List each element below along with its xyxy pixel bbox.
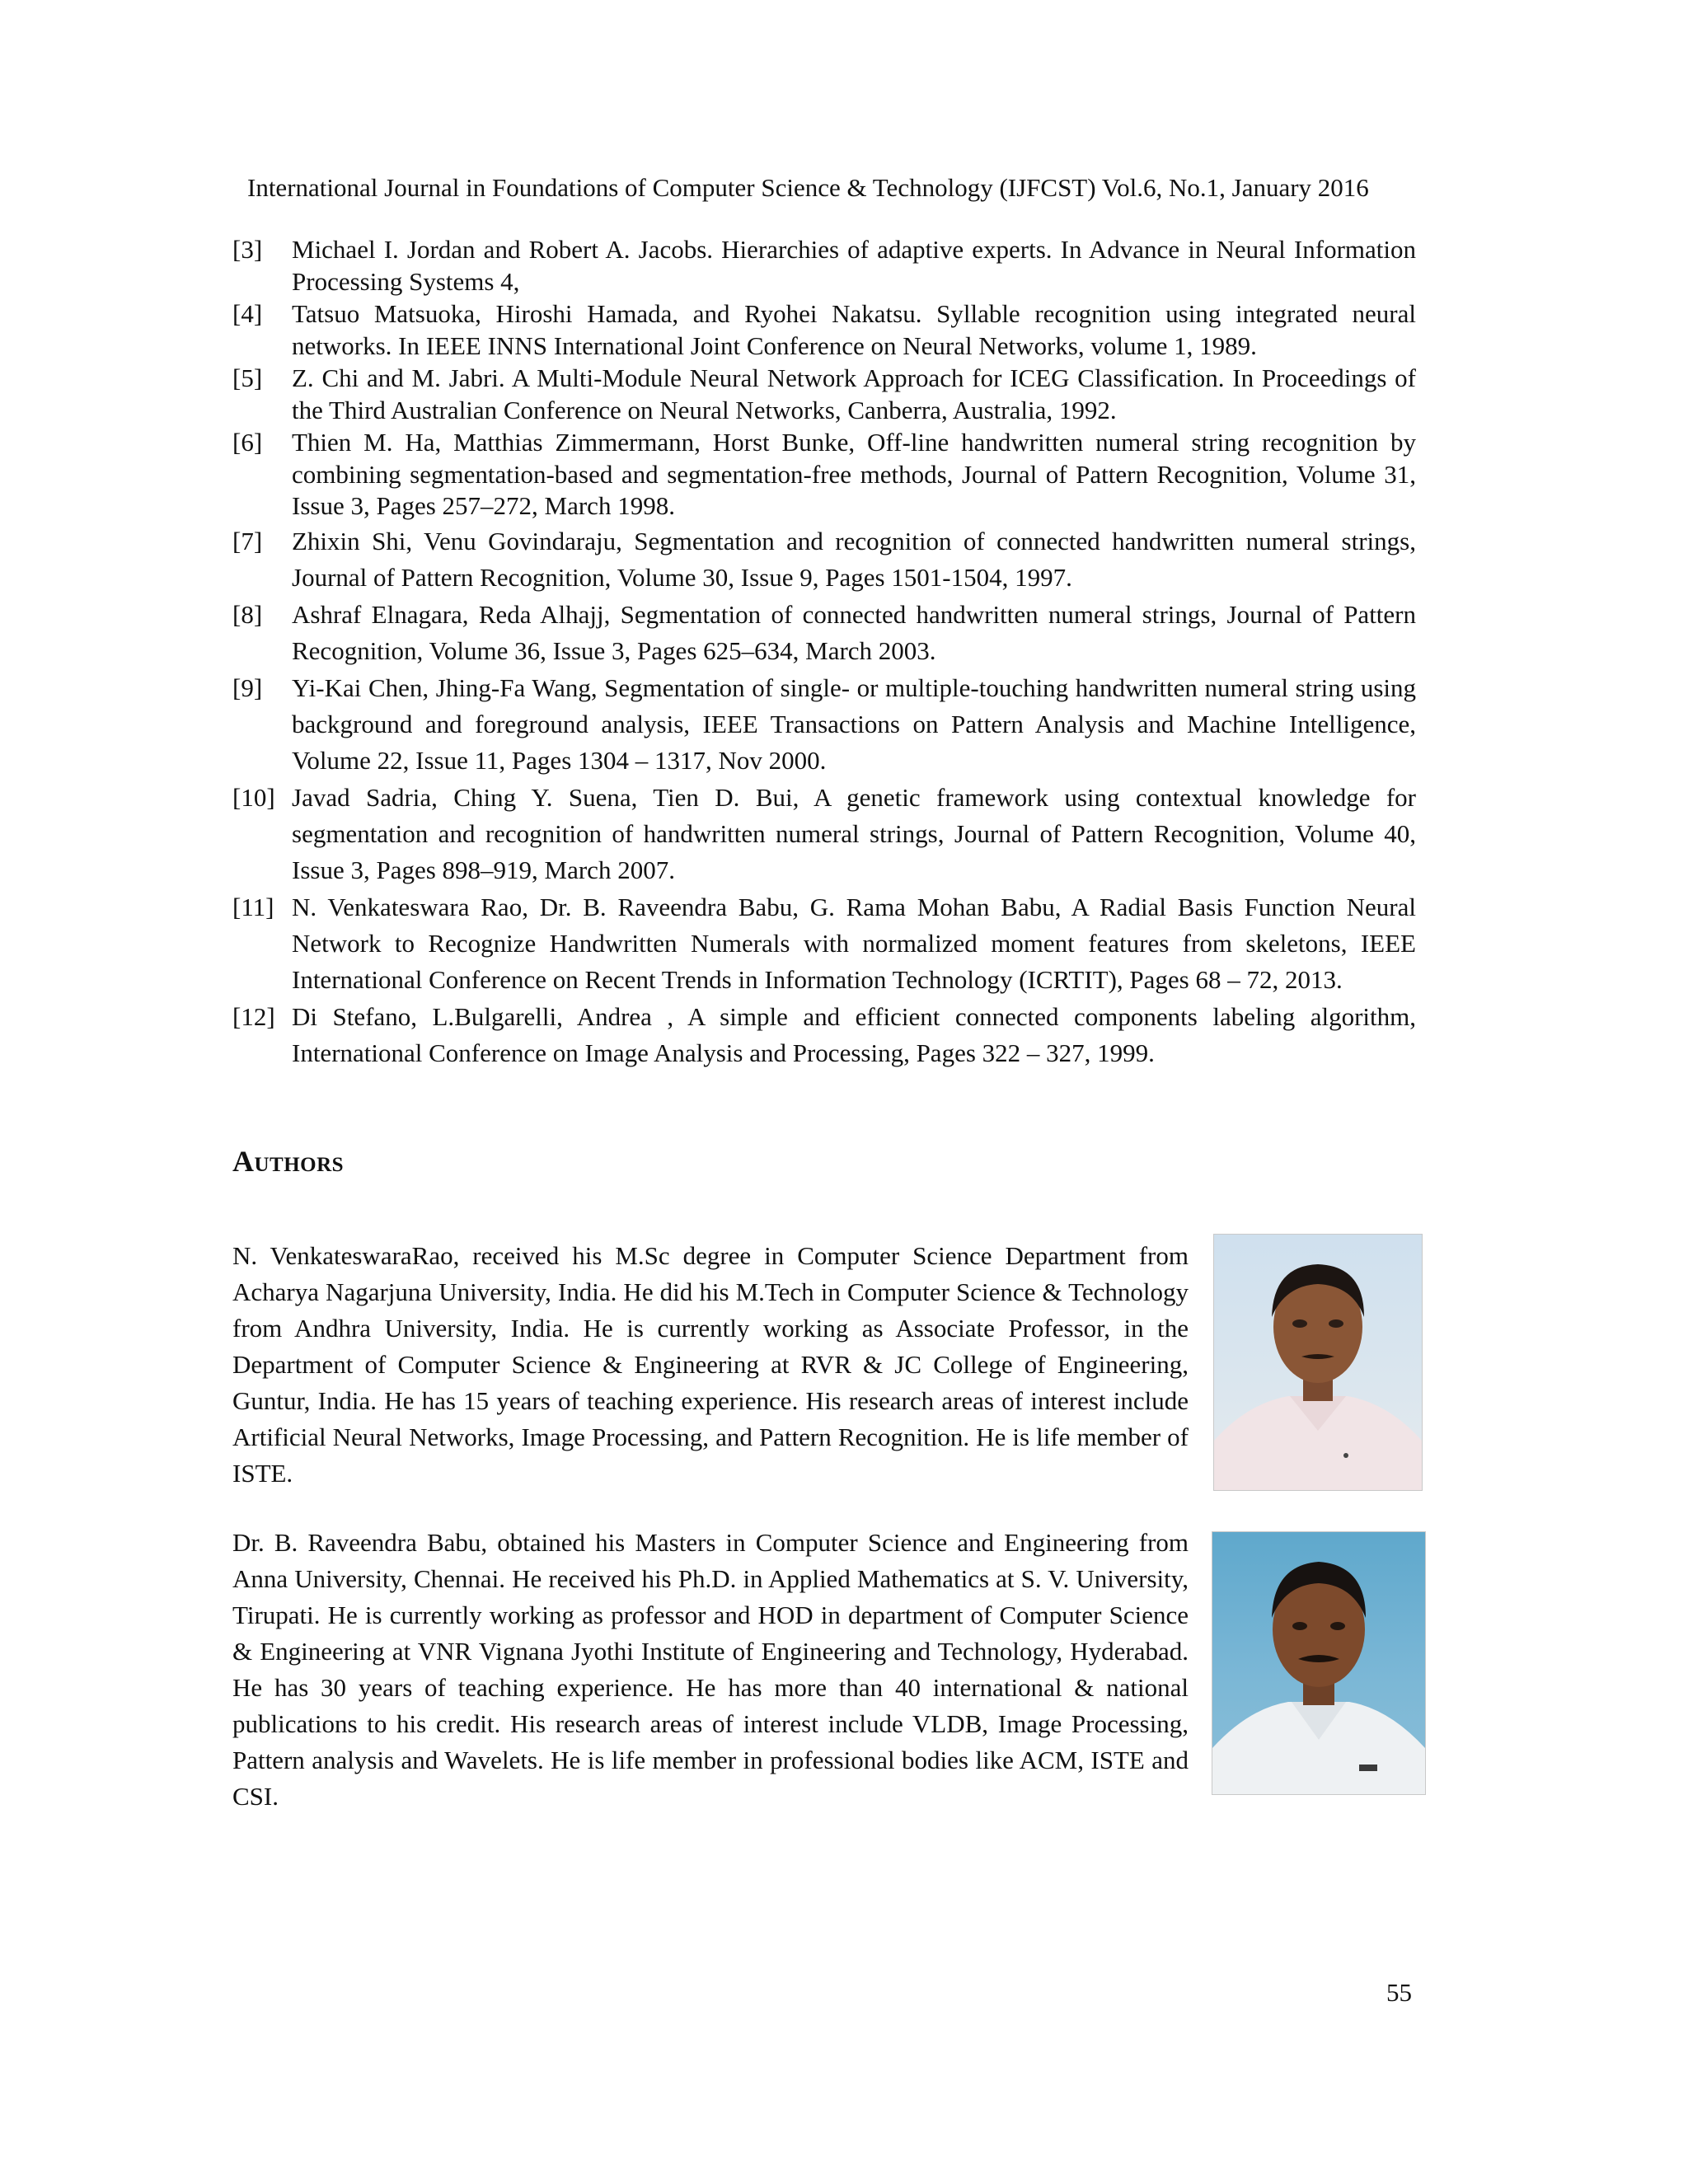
reference-item bbox=[232, 427, 1416, 523]
author-photo-2 bbox=[1212, 1531, 1426, 1795]
reference-text: Ashraf Elnagara, Reda Alhajj, Segmentation of connected handwritten numeral strings, Journal of Pattern Recognition, Volume 36, Issue 3, Pages 625–634, March 2003. bbox=[292, 599, 1416, 665]
portrait-icon bbox=[1212, 1532, 1425, 1794]
reference-number: [5] bbox=[232, 363, 263, 392]
author-photo-1 bbox=[1213, 1234, 1423, 1491]
reference-text: Di Stefano, L.Bulgarelli, Andrea , A simple and efficient connected components labeling algorithm, International Conference on Image Analysis and Processing, Pages 322 – 327, 1999. bbox=[292, 1001, 1416, 1067]
reference-number: [3] bbox=[232, 235, 263, 264]
running-header: International Journal in Foundations of Computer Science & Technology (IJFCST) Vol.6, No.1, January 2016 bbox=[247, 173, 1369, 202]
reference-item bbox=[232, 363, 1416, 426]
portrait-icon bbox=[1214, 1235, 1422, 1490]
author-bio-2: Dr. B. Raveendra Babu, obtained his Masters in Computer Science and Engineering from Anna University, Chennai. He received his Ph.D. in Applied Mathematics at S. V. University, Tirupati. He is currently working as professor and HOD in department of Computer Science & Engineering at VNR Vignana Jyothi Institute of Engineering and Technology, Hyderabad. He has 30 years of teaching experience. He has more than 40 international & national publications to his credit. His research areas of interest include VLDB, Image Processing, Pattern analysis and Wavelets. He is life member in professional bodies like ACM, ISTE and CSI. bbox=[232, 1528, 1189, 1811]
reference-item bbox=[232, 670, 1416, 779]
reference-list bbox=[232, 234, 1416, 1072]
reference-text: Tatsuo Matsuoka, Hiroshi Hamada, and Ryohei Nakatsu. Syllable recognition using integrated neural networks. In IEEE INNS International Joint Conference on Neural Networks, volume 1, 1989. bbox=[292, 299, 1416, 360]
reference-text: N. Venkateswara Rao, Dr. B. Raveendra Babu, G. Rama Mohan Babu, A Radial Basis Function Neural Network to Recognize Handwritten Numerals with normalized moment features from skeletons, IEEE International Conference on Recent Trends in Information Technology (ICRTIT), Pages 68 – 72, 2013. bbox=[292, 892, 1416, 994]
reference-number: [4] bbox=[232, 299, 263, 328]
reference-item bbox=[232, 234, 1416, 298]
reference-number: [7] bbox=[232, 526, 263, 555]
page-number: 55 bbox=[1386, 1978, 1412, 2007]
reference-text: Z. Chi and M. Jabri. A Multi-Module Neural Network Approach for ICEG Classification. In Proceedings of the Third Australian Conference on Neural Networks, Canberra, Australia, 1992. bbox=[292, 363, 1416, 424]
reference-number: [10] bbox=[232, 782, 275, 812]
reference-text: Zhixin Shi, Venu Govindaraju, Segmentation and recognition of connected handwritten numeral strings, Journal of Pattern Recognition, Volume 30, Issue 9, Pages 1501-1504, 1997. bbox=[292, 526, 1416, 592]
reference-text: Javad Sadria, Ching Y. Suena, Tien D. Bui, A genetic framework using contextual knowledge for segmentation and recognition of handwritten numeral strings, Journal of Pattern Recognition, Volume 40, Issue 3, Pages 898–919, March 2007. bbox=[292, 782, 1416, 884]
reference-item bbox=[232, 523, 1416, 596]
reference-number: [12] bbox=[232, 1001, 275, 1031]
reference-item bbox=[232, 597, 1416, 669]
reference-item bbox=[232, 298, 1416, 362]
reference-number: [9] bbox=[232, 673, 263, 702]
reference-item bbox=[232, 889, 1416, 998]
reference-text: Thien M. Ha, Matthias Zimmermann, Horst Bunke, Off-line handwritten numeral string recognition by combining segmentation-based and segmentation-free methods, Journal of Pattern Recognition, Volume 31, Issue 3, Pages 257–272, March 1998. bbox=[292, 428, 1416, 520]
authors-heading: Authors bbox=[232, 1145, 345, 1178]
reference-text: Michael I. Jordan and Robert A. Jacobs. Hierarchies of adaptive experts. In Advance in Neural Information Processing Systems 4, bbox=[292, 235, 1416, 296]
reference-text: Yi-Kai Chen, Jhing-Fa Wang, Segmentation of single- or multiple-touching handwritten numeral string using background and foreground analysis, IEEE Transactions on Pattern Analysis and Machine Intelligence, Volume 22, Issue 11, Pages 1304 – 1317, Nov 2000. bbox=[292, 673, 1416, 775]
reference-number: [11] bbox=[232, 892, 274, 921]
reference-number: [8] bbox=[232, 599, 263, 629]
reference-item bbox=[232, 780, 1416, 888]
reference-number: [6] bbox=[232, 428, 263, 457]
author-bio-1: N. VenkateswaraRao, received his M.Sc degree in Computer Science Department from Acharya Nagarjuna University, India. He did his M.Tech in Computer Science & Technology from Andhra University, India. He is currently working as Associate Professor, in the Department of Computer Science & Engineering at RVR & JC College of Engineering, Guntur, India. He has 15 years of teaching experience. His research areas of interest include Artificial Neural Networks, Image Processing, and Pattern Recognition. He is life member of ISTE. bbox=[232, 1241, 1189, 1488]
reference-item bbox=[232, 999, 1416, 1071]
